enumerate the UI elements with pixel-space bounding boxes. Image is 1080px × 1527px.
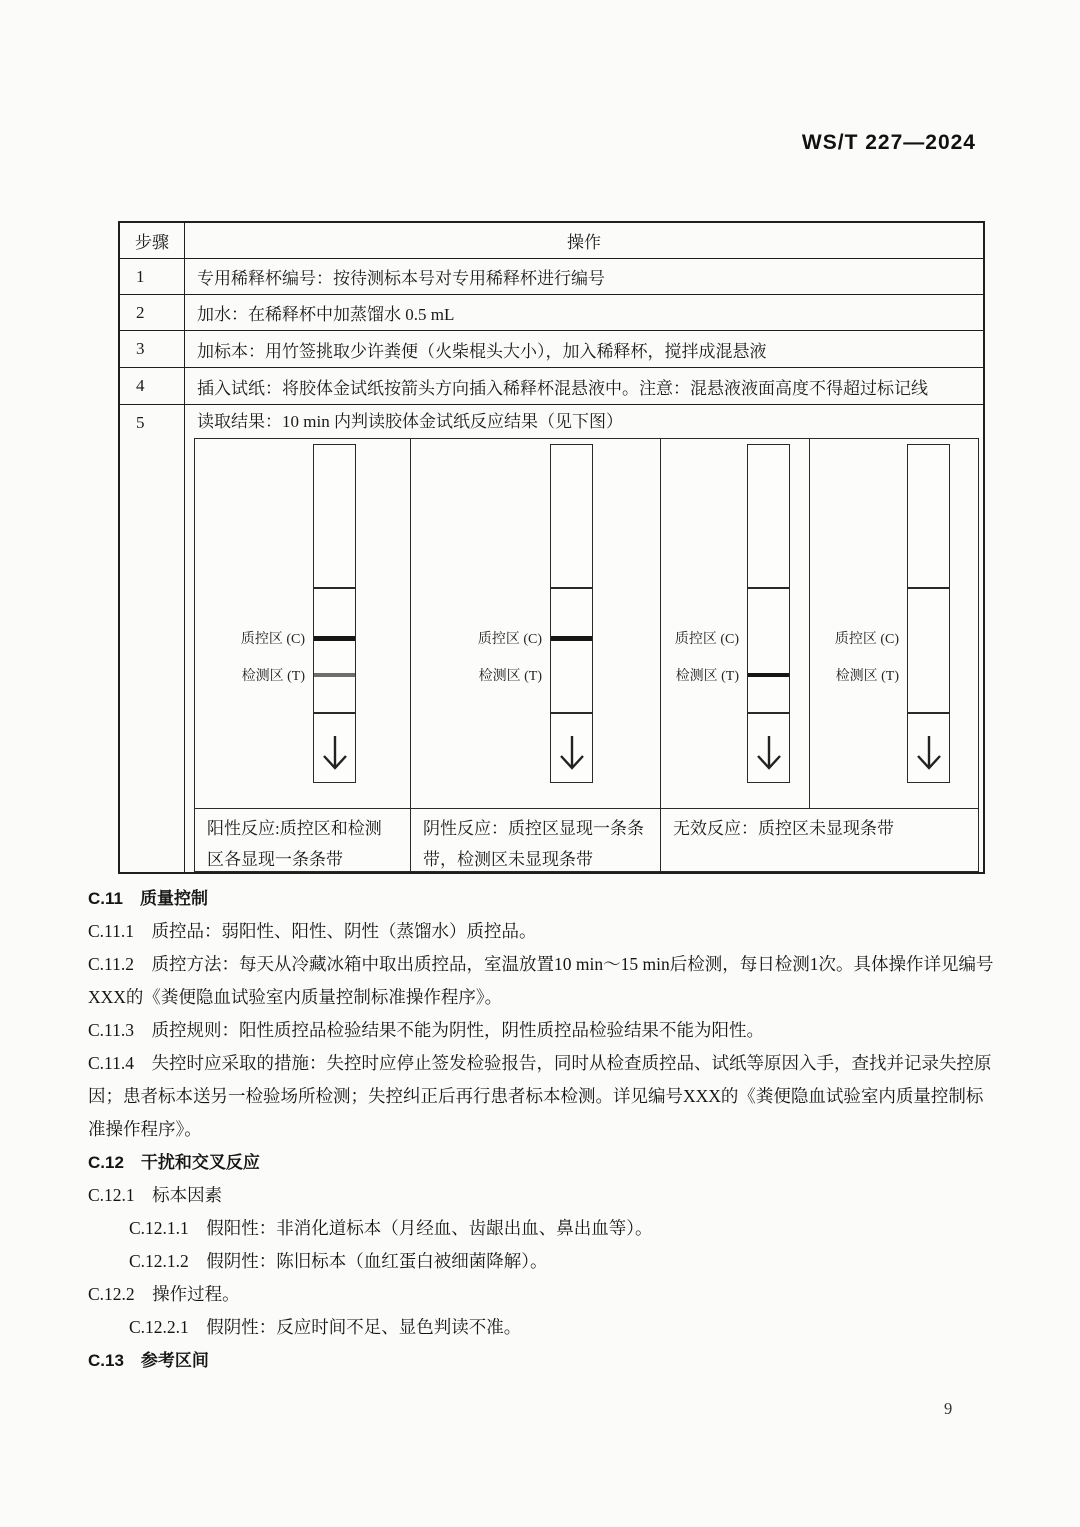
clause-c11-2: C.11.2 质控方法：每天从冷藏冰箱中取出质控品，室温放置10 min～15 min后检测，每日检测1次。具体操作详见编号XXX的《粪便隐血试验室内质量控制标准操作程序》。 <box>88 954 994 1007</box>
strip-divider-line <box>551 712 592 714</box>
table-row-read-result <box>120 404 983 872</box>
step-operation-text: 加水：在稀释杯中加蒸馏水 0.5 mL <box>197 305 455 324</box>
step-operation-text: 读取结果：10 min 内判读胶体金试纸反应结果（见下图） <box>197 412 623 431</box>
test-band <box>551 673 592 677</box>
strip-divider-line <box>551 587 592 589</box>
test-strip <box>907 444 950 783</box>
control-zone-label: 质控区 (C) <box>477 632 542 647</box>
strip-divider-line <box>314 587 355 589</box>
down-arrow-icon <box>320 734 350 772</box>
step-number: 5 <box>120 405 185 872</box>
down-arrow-icon <box>914 734 944 772</box>
section-heading-c13: C.13 参考区间 <box>88 1351 209 1370</box>
test-zone-label: 检测区 (T) <box>675 669 739 684</box>
strip-cell-invalid-2 <box>810 439 978 808</box>
test-strip <box>747 444 790 783</box>
test-strip <box>313 444 356 783</box>
test-zone-label: 检测区 (T) <box>835 669 899 684</box>
control-zone-label: 质控区 (C) <box>674 632 739 647</box>
strip-divider-line <box>908 712 949 714</box>
down-arrow-icon <box>754 734 784 772</box>
step-operation-text: 插入试纸：将胶体金试纸按箭头方向插入稀释杯混悬液中。注意：混悬液液面高度不得超过标记线 <box>197 378 928 398</box>
test-band <box>748 673 789 677</box>
caption-positive: 阳性反应:质控区和检测区各显现一条条带 <box>195 809 411 871</box>
clause-c12-1-2: C.12.1.2 假阴性：陈旧标本（血红蛋白被细菌降解）。 <box>129 1251 548 1271</box>
step-number: 1 <box>120 259 185 294</box>
column-header-step: 步骤 <box>120 223 185 258</box>
test-zone-label: 检测区 (T) <box>478 669 542 684</box>
step-number: 4 <box>120 368 185 404</box>
strip-cell-invalid-1 <box>661 439 810 808</box>
test-band <box>908 673 949 677</box>
control-zone-label: 质控区 (C) <box>240 632 305 647</box>
procedure-steps-table <box>118 221 985 874</box>
section-heading-c12: C.12 干扰和交叉反应 <box>88 1153 260 1172</box>
control-band <box>314 636 355 641</box>
control-band <box>908 636 949 641</box>
clause-c12-2: C.12.2 操作过程。 <box>88 1284 240 1304</box>
control-band <box>748 636 789 641</box>
table-row <box>120 258 983 294</box>
column-header-operation: 操作 <box>567 233 601 252</box>
clause-c11-1: C.11.1 质控品：弱阳性、阳性、阴性（蒸馏水）质控品。 <box>88 921 537 941</box>
caption-invalid: 无效反应：质控区未显现条带 <box>673 819 894 838</box>
strips-row <box>195 439 978 808</box>
page-number: 9 <box>944 1399 953 1418</box>
strip-divider-line <box>748 587 789 589</box>
down-arrow-icon <box>557 734 587 772</box>
clause-c12-2-1: C.12.2.1 假阴性：反应时间不足、显色判读不准。 <box>129 1317 522 1337</box>
control-zone-label: 质控区 (C) <box>834 632 899 647</box>
table-row <box>120 367 983 404</box>
step-operation-text: 加标本：用竹签挑取少许粪便（火柴棍头大小），加入稀释杯，搅拌成混悬液 <box>197 341 767 361</box>
clause-c12-1-1: C.12.1.1 假阳性：非消化道标本（月经血、齿龈出血、鼻出血等）。 <box>129 1218 653 1238</box>
caption-negative: 阴性反应：质控区显现一条条带，检测区未显现条带 <box>411 809 661 871</box>
step-number: 3 <box>120 331 185 367</box>
strip-divider-line <box>908 587 949 589</box>
strip-divider-line <box>314 712 355 714</box>
section-heading-c11: C.11 质量控制 <box>88 889 208 908</box>
figure-captions-row <box>195 808 978 871</box>
step-operation-text: 专用稀释杯编号：按待测标本号对专用稀释杯进行编号 <box>197 269 605 288</box>
test-strip <box>550 444 593 783</box>
test-strip-result-figure <box>194 438 979 872</box>
strip-cell-negative <box>411 439 661 808</box>
table-row <box>120 330 983 367</box>
clause-c12-1: C.12.1 标本因素 <box>88 1185 223 1205</box>
strip-divider-line <box>748 712 789 714</box>
clause-c11-3: C.11.3 质控规则：阳性质控品检验结果不能为阴性，阴性质控品检验结果不能为阳性。 <box>88 1020 765 1040</box>
test-band <box>314 673 355 677</box>
step-number: 2 <box>120 295 185 330</box>
strip-cell-positive <box>195 439 411 808</box>
standard-number-header: WS/T 227—2024 <box>801 131 976 154</box>
body-sections <box>88 882 994 1377</box>
test-zone-label: 检测区 (T) <box>241 669 305 684</box>
clause-c11-4: C.11.4 失控时应采取的措施：失控时应停止签发检验报告，同时从检查质控品、试纸等原因入手，查找并记录失控原因；患者标本送另一检验场所检测；失控纠正后再行患者标本检测。详见编号XXX的《粪便隐血试验室内质量控制标准操作程序》。 <box>88 1053 992 1139</box>
control-band <box>551 636 592 641</box>
table-header-row <box>120 223 983 258</box>
table-row <box>120 294 983 330</box>
